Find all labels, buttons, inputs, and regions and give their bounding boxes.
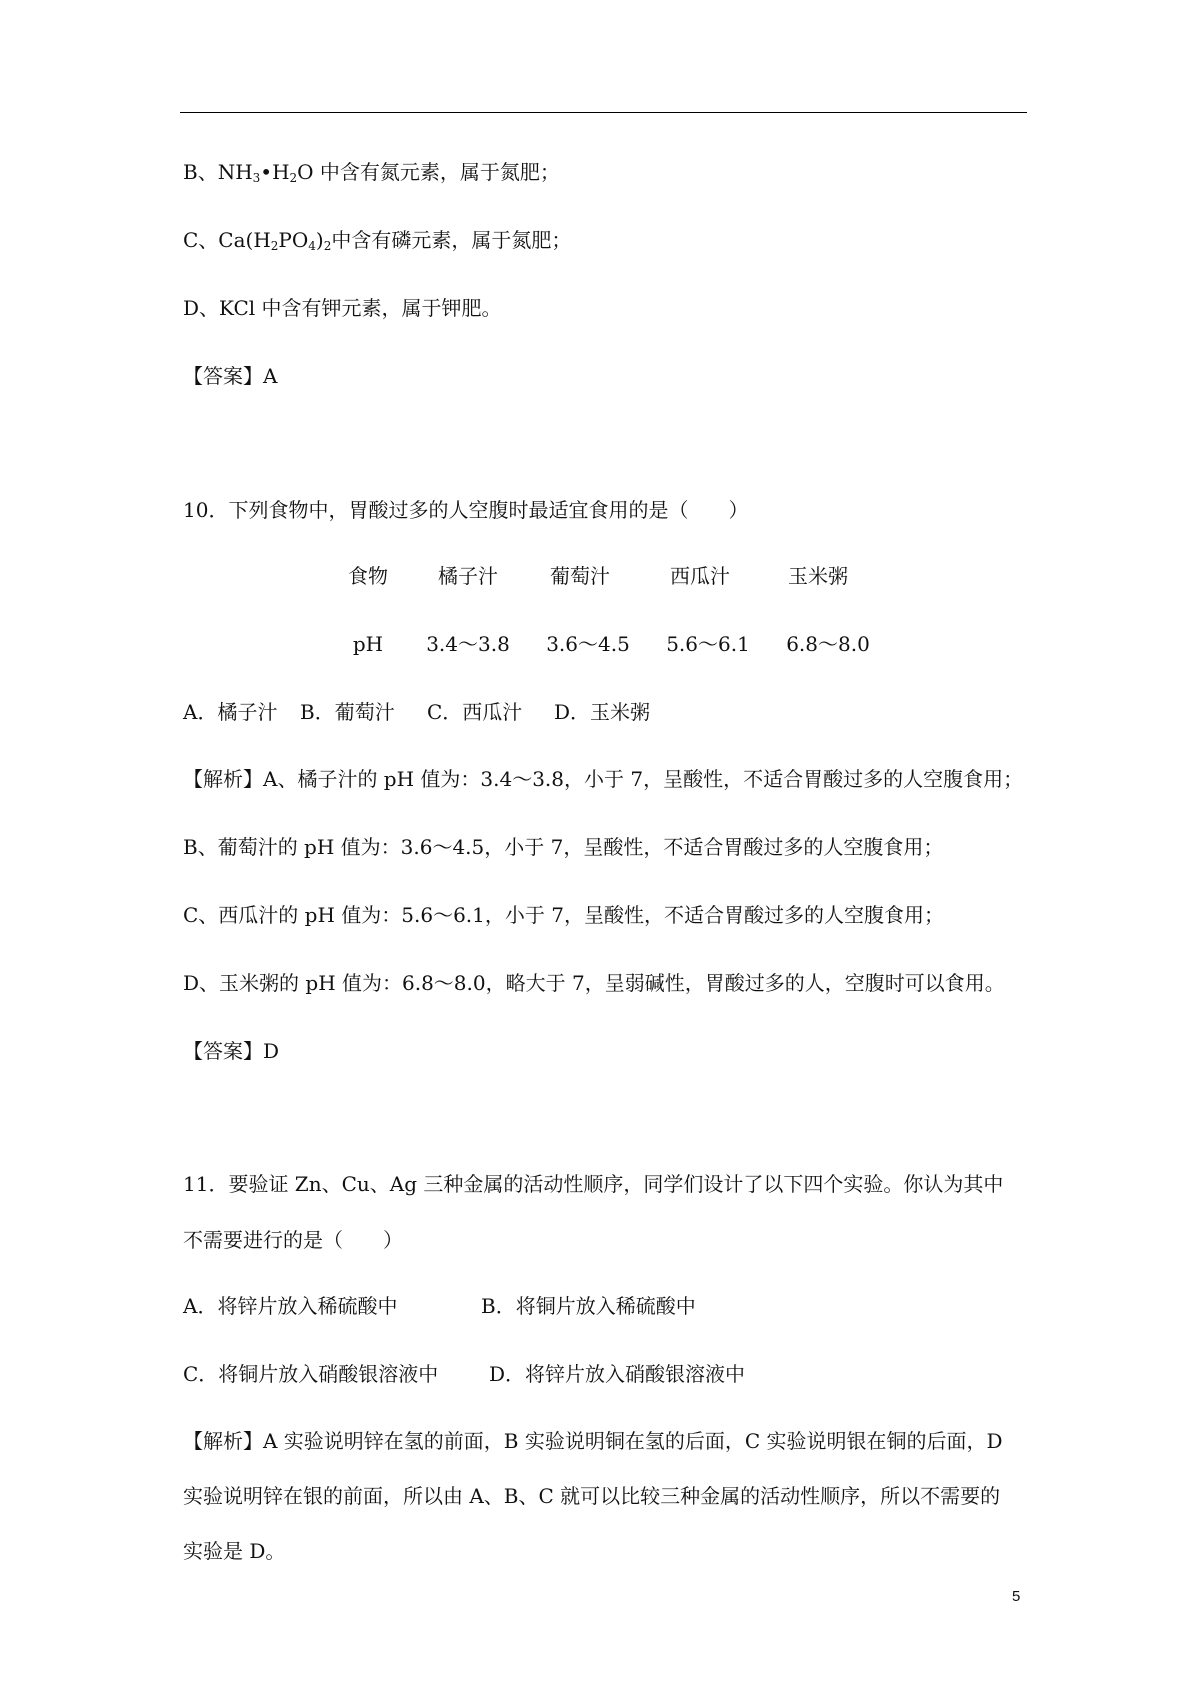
header-rule — [180, 112, 1027, 113]
text: PO — [278, 228, 309, 252]
q9-answer: 【答案】A — [183, 364, 278, 388]
table-cell: pH — [352, 632, 384, 656]
q11-options-row-2 — [183, 1360, 745, 1388]
table-cell: 6.8～8.0 — [786, 632, 870, 656]
q10-analysis-a: 【解析】A、橘子汁的 pH 值为：3.4～3.8，小于 7，呈酸性，不适合胃酸过多的人空腹食用； — [183, 767, 1024, 791]
table-cell: 5.6～6.1 — [666, 632, 750, 656]
table-cell: 西瓜汁 — [670, 564, 730, 588]
text: ) — [315, 228, 324, 252]
q10-analysis-c: C、西瓜汁的 pH 值为：5.6～6.1，小于 7，呈酸性，不适合胃酸过多的人空腹食用； — [183, 903, 944, 927]
q11-analysis-line-2: 实验说明锌在银的前面，所以由 A、B、C 就可以比较三种金属的活动性顺序，所以不需要的 — [183, 1484, 1001, 1508]
subscript: 4 — [308, 239, 316, 253]
text: C、Ca(H — [183, 228, 271, 252]
subscript: 2 — [323, 239, 332, 253]
q11-option-c: C．将铜片放入硝酸银溶液中 — [183, 1362, 439, 1386]
q11-analysis-line-3: 实验是 D。 — [183, 1539, 286, 1563]
q10-answer: 【答案】D — [183, 1039, 280, 1063]
q10-options — [183, 698, 650, 726]
q11-option-a: A．将锌片放入稀硫酸中 — [183, 1294, 398, 1318]
subscript: 3 — [252, 171, 261, 185]
text: O 中含有氮元素，属于氮肥； — [297, 160, 560, 184]
table-cell: 葡萄汁 — [550, 564, 610, 588]
q9-option-c-explanation — [183, 226, 571, 260]
q11-stem-line-2: 不需要进行的是（ ） — [183, 1228, 403, 1252]
text: 中含有磷元素，属于氮肥； — [331, 228, 572, 252]
q9-option-b-explanation — [183, 158, 560, 192]
q10-analysis-d: D、玉米粥的 pH 值为：6.8～8.0，略大于 7，呈弱碱性，胃酸过多的人，空腹时可以食用。 — [183, 971, 1005, 995]
text: B、NH — [183, 160, 253, 184]
table-cell: 3.4～3.8 — [426, 632, 510, 656]
q10-stem: 10．下列食物中，胃酸过多的人空腹时最适宜食用的是（ ） — [183, 498, 749, 522]
q11-option-d: D．将锌片放入硝酸银溶液中 — [489, 1362, 746, 1386]
page-number: 5 — [1012, 1588, 1021, 1605]
q11-options-row-1 — [183, 1292, 696, 1320]
q10-option-d: D．玉米粥 — [554, 700, 651, 724]
q11-option-b: B．将铜片放入稀硫酸中 — [481, 1294, 696, 1318]
table-cell: 玉米粥 — [788, 564, 848, 588]
q10-option-c: C．西瓜汁 — [427, 700, 523, 724]
table-cell: 食物 — [348, 564, 388, 588]
q11-stem-line-1: 11．要验证 Zn、Cu、Ag 三种金属的活动性顺序，同学们设计了以下四个实验。你认为其中 — [183, 1172, 1004, 1196]
table-cell: 橘子汁 — [438, 564, 498, 588]
q10-option-b: B．葡萄汁 — [300, 700, 395, 724]
q11-analysis-line-1: 【解析】A 实验说明锌在氢的前面，B 实验说明铜在氢的后面，C 实验说明银在铜的后面，D — [183, 1429, 1003, 1453]
table-cell: 3.6～4.5 — [546, 632, 630, 656]
subscript: 2 — [270, 239, 279, 253]
q9-option-d-explanation: D、KCl 中含有钾元素，属于钾肥。 — [183, 296, 502, 320]
subscript: 2 — [289, 171, 298, 185]
q10-analysis-b: B、葡萄汁的 pH 值为：3.6～4.5，小于 7，呈酸性，不适合胃酸过多的人空腹食用； — [183, 835, 944, 859]
text: •H — [260, 160, 290, 184]
q10-option-a: A．橘子汁 — [183, 700, 278, 724]
